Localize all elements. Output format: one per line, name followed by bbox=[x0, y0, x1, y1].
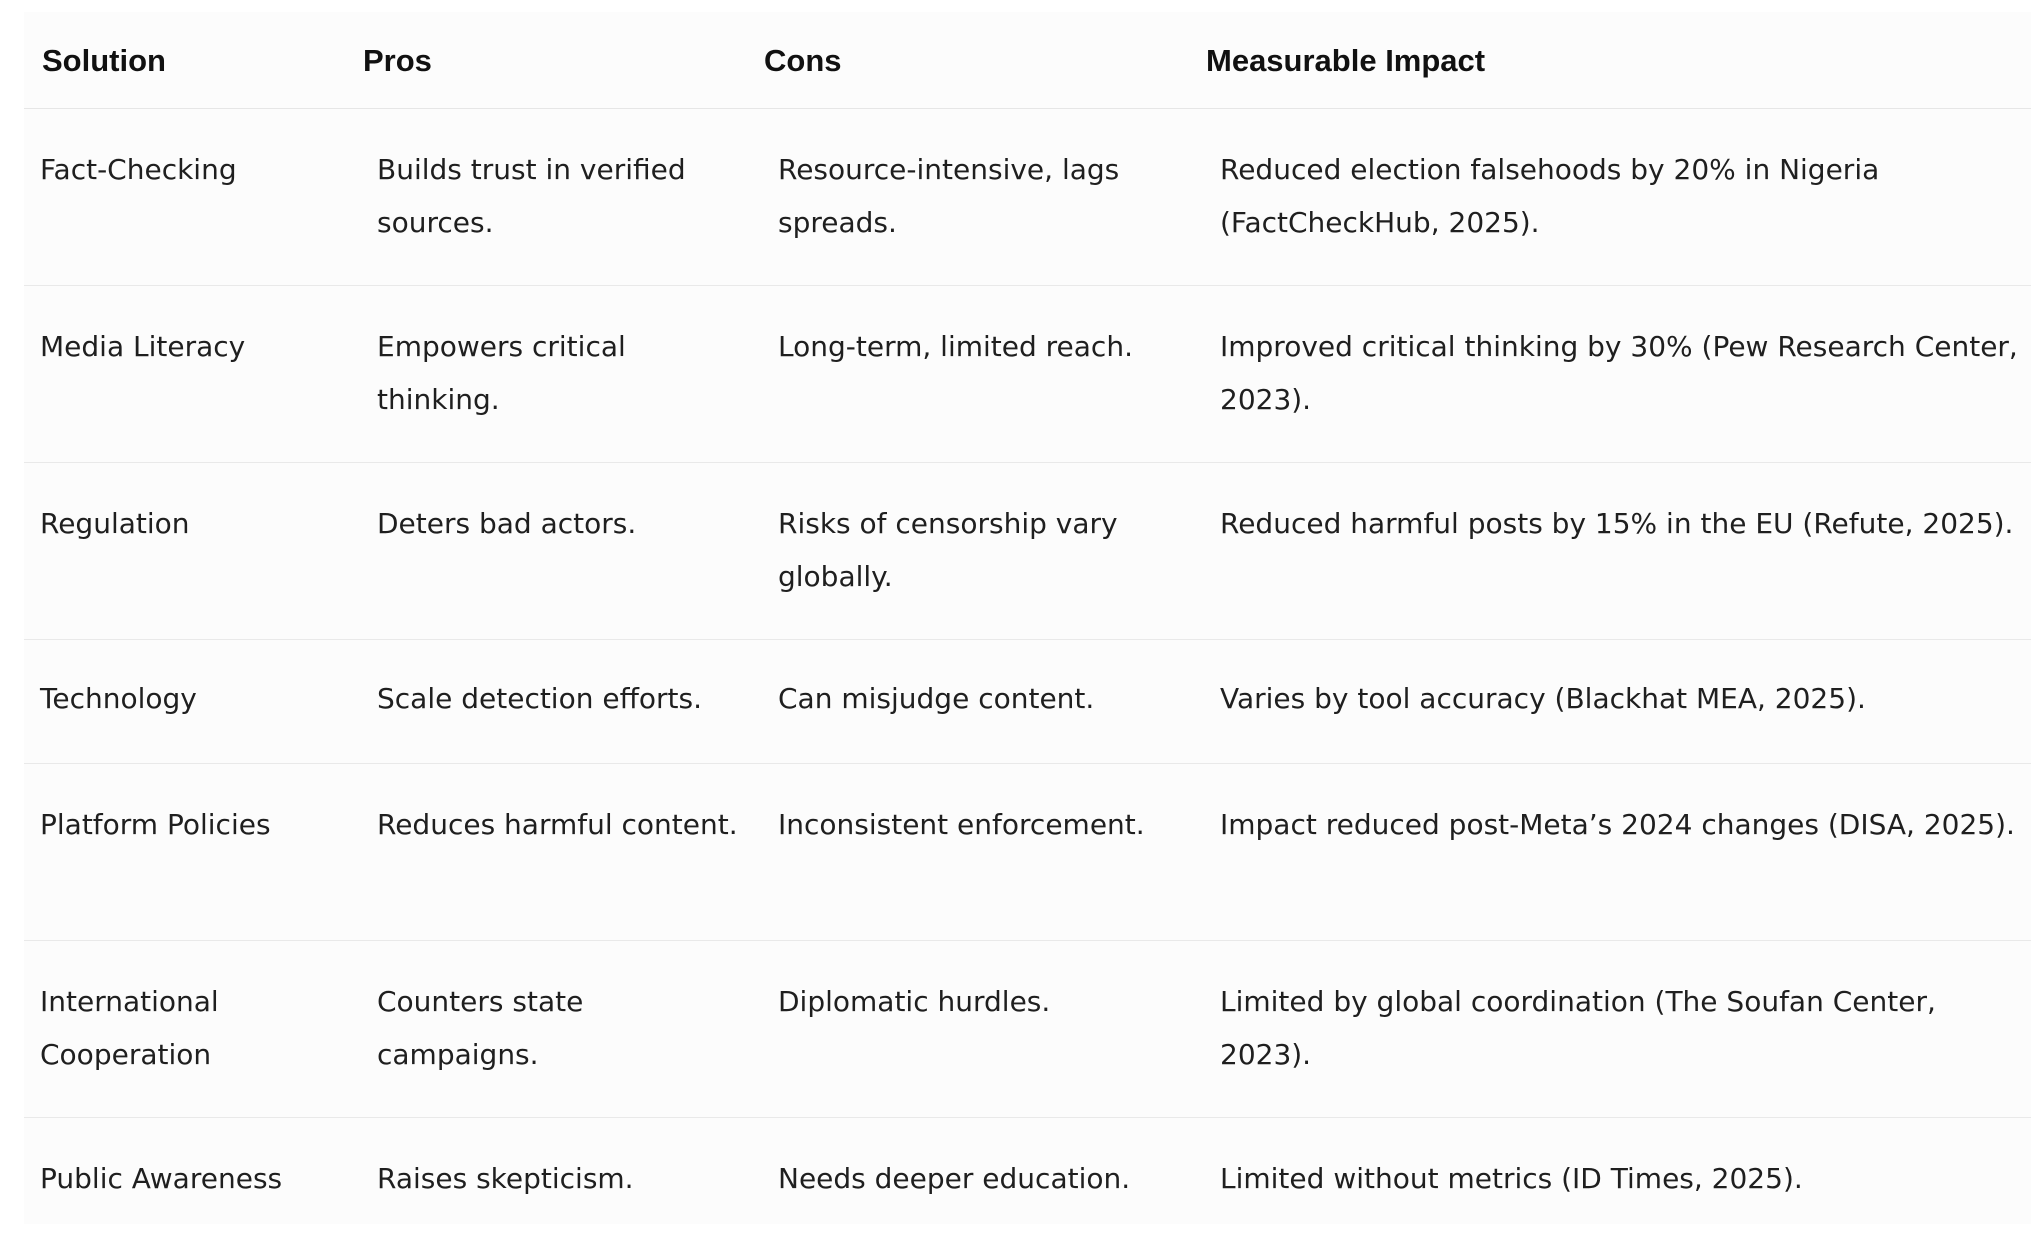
cell-solution-text: Technology bbox=[40, 682, 197, 715]
cell-solution bbox=[24, 1118, 361, 1225]
cell-impact-text: Reduced harmful posts by 15% in the EU (Refute, 2025). bbox=[1220, 507, 2014, 540]
cell-impact-text: Impact reduced post-Meta’s 2024 changes (DISA, 2025). bbox=[1220, 808, 2015, 841]
table-row bbox=[24, 463, 2031, 640]
header-measurable-impact bbox=[1206, 12, 2031, 109]
cell-impact-text: Limited by global coordination (The Soufan Center, 2023). bbox=[1220, 985, 1936, 1071]
cell-solution bbox=[24, 941, 361, 1118]
cell-pros bbox=[361, 764, 764, 941]
cell-cons bbox=[764, 1118, 1206, 1225]
cell-pros bbox=[361, 463, 764, 640]
table-header bbox=[24, 12, 2031, 109]
comparison-table-container bbox=[24, 12, 2031, 1224]
header-cons bbox=[764, 12, 1206, 109]
cell-impact bbox=[1206, 109, 2031, 286]
cell-pros-text: Reduces harmful content. bbox=[377, 808, 738, 841]
cell-impact bbox=[1206, 764, 2031, 941]
cell-cons bbox=[764, 640, 1206, 764]
cell-impact bbox=[1206, 463, 2031, 640]
cell-pros-text: Empowers critical thinking. bbox=[377, 330, 626, 416]
cell-pros-text: Counters state campaigns. bbox=[377, 985, 584, 1071]
table-row bbox=[24, 109, 2031, 286]
solutions-comparison-table bbox=[24, 12, 2031, 1224]
cell-impact-text: Limited without metrics (ID Times, 2025). bbox=[1220, 1162, 1803, 1195]
table-row bbox=[24, 640, 2031, 764]
cell-solution-text: Platform Policies bbox=[40, 808, 271, 841]
cell-pros bbox=[361, 1118, 764, 1225]
cell-pros-text: Deters bad actors. bbox=[377, 507, 637, 540]
cell-impact bbox=[1206, 1118, 2031, 1225]
table-row bbox=[24, 941, 2031, 1118]
cell-cons-text: Needs deeper education. bbox=[778, 1162, 1131, 1195]
cell-impact bbox=[1206, 286, 2031, 463]
cell-cons-text: Long-term, limited reach. bbox=[778, 330, 1133, 363]
cell-impact bbox=[1206, 941, 2031, 1118]
header-cons-label: Cons bbox=[764, 43, 842, 78]
cell-cons-text: Resource-intensive, lags spreads. bbox=[778, 153, 1120, 239]
cell-solution bbox=[24, 463, 361, 640]
header-impact-label: Measurable Impact bbox=[1206, 43, 1486, 78]
cell-pros bbox=[361, 640, 764, 764]
cell-cons-text: Inconsistent enforcement. bbox=[778, 808, 1145, 841]
cell-pros-text: Raises skepticism. bbox=[377, 1162, 634, 1195]
cell-solution bbox=[24, 764, 361, 941]
cell-solution-text: Regulation bbox=[40, 507, 190, 540]
header-pros-label: Pros bbox=[363, 43, 432, 78]
cell-cons bbox=[764, 109, 1206, 286]
cell-cons bbox=[764, 764, 1206, 941]
table-row bbox=[24, 286, 2031, 463]
cell-solution-text: International Cooperation bbox=[40, 985, 219, 1071]
table-row bbox=[24, 1118, 2031, 1225]
cell-cons bbox=[764, 463, 1206, 640]
header-row bbox=[24, 12, 2031, 109]
header-solution-label: Solution bbox=[42, 43, 166, 78]
cell-cons bbox=[764, 941, 1206, 1118]
cell-solution bbox=[24, 109, 361, 286]
header-pros bbox=[361, 12, 764, 109]
cell-pros bbox=[361, 941, 764, 1118]
cell-solution-text: Public Awareness bbox=[40, 1162, 283, 1195]
cell-cons-text: Diplomatic hurdles. bbox=[778, 985, 1051, 1018]
cell-pros-text: Builds trust in verified sources. bbox=[377, 153, 686, 239]
cell-impact-text: Improved critical thinking by 30% (Pew Research Center, 2023). bbox=[1220, 330, 2018, 416]
header-solution bbox=[24, 12, 361, 109]
cell-impact-text: Varies by tool accuracy (Blackhat MEA, 2025). bbox=[1220, 682, 1866, 715]
cell-impact-text: Reduced election falsehoods by 20% in Nigeria (FactCheckHub, 2025). bbox=[1220, 153, 1880, 239]
cell-solution bbox=[24, 286, 361, 463]
table-row bbox=[24, 764, 2031, 941]
cell-solution-text: Media Literacy bbox=[40, 330, 246, 363]
cell-pros-text: Scale detection efforts. bbox=[377, 682, 702, 715]
cell-cons-text: Risks of censorship vary globally. bbox=[778, 507, 1118, 593]
cell-pros bbox=[361, 286, 764, 463]
cell-cons-text: Can misjudge content. bbox=[778, 682, 1095, 715]
cell-pros bbox=[361, 109, 764, 286]
cell-solution-text: Fact-Checking bbox=[40, 153, 237, 186]
table-body bbox=[24, 109, 2031, 1225]
cell-impact bbox=[1206, 640, 2031, 764]
cell-cons bbox=[764, 286, 1206, 463]
cell-solution bbox=[24, 640, 361, 764]
